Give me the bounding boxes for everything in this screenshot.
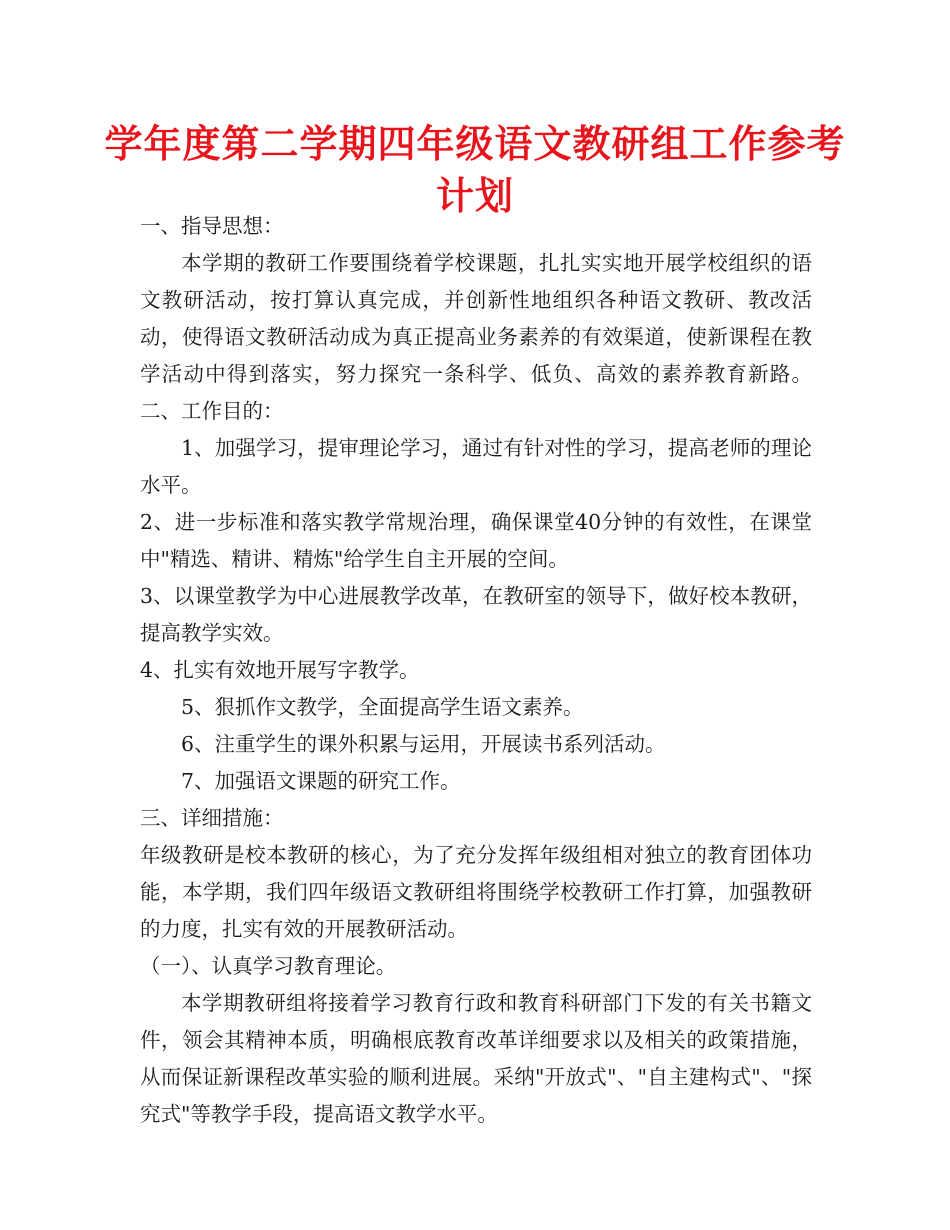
section-heading-guiding-thought: 一、指导思想：	[140, 214, 284, 238]
paragraph-study-theory: 本学期教研组将接着学习教育行政和教育科研部门下发的有关书籍文件，领会其精神本质，明确根底教育改革详细要求以及相关的政策措施，从而保证新课程改革实验的顺利进展。采纳"开放式"、"自主建构式"、"探究式"等教学手段，提高语文教学水平。	[140, 991, 812, 1126]
goal-item-6: 6、注重学生的课外积累与运用，开展读书系列活动。	[181, 732, 666, 756]
goal-item-7: 7、加强语文课题的研究工作。	[181, 769, 461, 793]
goal-item-4: 4、扎实有效地开展写字教学。	[140, 658, 420, 682]
subsection-heading-study-theory: （一）、认真学习教育理论。	[140, 954, 397, 978]
paragraph-guiding-thought: 本学期的教研工作要围绕着学校课题，扎扎实实地开展学校组织的语文教研活动，按打算认真完成，并创新性地组织各种语文教研、教改活动，使得语文教研活动成为真正提高业务素养的有效渠道，使新课程在教学活动中得到落实，努力探究一条科学、低负、高效的素养教育新路。二、工作目的：	[140, 251, 812, 423]
document-title: 学年度第二学期四年级语文教研组工作参考计划	[104, 122, 846, 218]
goal-item-3: 3、以课堂教学为中心进展教学改革，在教研室的领导下，做好校本教研，提高教学实效。	[140, 584, 812, 645]
goal-item-2: 2、进一步标准和落实教学常规治理，确保课堂40分钟的有效性，在课堂中"精选、精讲、精炼"给学生自主开展的空间。	[140, 510, 812, 571]
goal-item-5: 5、狠抓作文教学，全面提高学生语文素养。	[181, 695, 584, 719]
document-body	[140, 208, 812, 1133]
paragraph-measures-intro: 年级教研是校本教研的核心，为了充分发挥年级组相对独立的教育团体功能，本学期，我们四年级语文教研组将围绕学校教研工作打算，加强教研的力度，扎实有效的开展教研活动。	[140, 843, 812, 941]
section-heading-measures: 三、详细措施：	[140, 806, 284, 830]
goal-item-1: 1、加强学习，提审理论学习，通过有针对性的学习，提高老师的理论水平。	[140, 436, 812, 497]
